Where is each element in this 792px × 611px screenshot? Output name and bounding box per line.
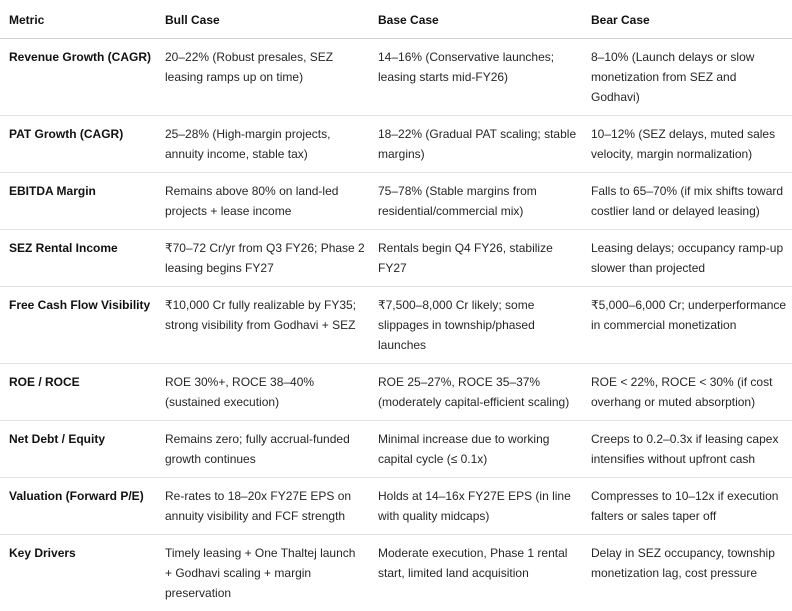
bear-cell: Delay in SEZ occupancy, township monetization lag, cost pressure (582, 535, 792, 611)
table-row (0, 39, 792, 116)
table-body (0, 39, 792, 611)
bear-cell: 8–10% (Launch delays or slow monetization from SEZ and Godhavi) (582, 39, 792, 116)
base-cell: 75–78% (Stable margins from residential/commercial mix) (369, 173, 582, 230)
table-row (0, 230, 792, 287)
bear-cell: 10–12% (SEZ delays, muted sales velocity, margin normalization) (582, 116, 792, 173)
bear-cell: Creeps to 0.2–0.3x if leasing capex intensifies without upfront cash (582, 421, 792, 478)
header-bull-case: Bull Case (156, 0, 369, 39)
bear-cell: ₹5,000–6,000 Cr; underperformance in commercial monetization (582, 287, 792, 364)
metric-cell: Key Drivers (0, 535, 156, 611)
bull-cell: Re-rates to 18–20x FY27E EPS on annuity visibility and FCF strength (156, 478, 369, 535)
table-row (0, 116, 792, 173)
table-row (0, 535, 792, 611)
metric-cell: Valuation (Forward P/E) (0, 478, 156, 535)
table-row (0, 287, 792, 364)
header-base-case: Base Case (369, 0, 582, 39)
base-cell: ₹7,500–8,000 Cr likely; some slippages in township/phased launches (369, 287, 582, 364)
base-cell: Moderate execution, Phase 1 rental start, limited land acquisition (369, 535, 582, 611)
metric-cell: EBITDA Margin (0, 173, 156, 230)
bull-cell: Timely leasing + One Thaltej launch + Godhavi scaling + margin preservation (156, 535, 369, 611)
table-row (0, 478, 792, 535)
bull-cell: 20–22% (Robust presales, SEZ leasing ramps up on time) (156, 39, 369, 116)
metric-cell: Revenue Growth (CAGR) (0, 39, 156, 116)
base-cell: Rentals begin Q4 FY26, stabilize FY27 (369, 230, 582, 287)
table-row (0, 173, 792, 230)
bear-cell: Falls to 65–70% (if mix shifts toward costlier land or delayed leasing) (582, 173, 792, 230)
metric-cell: Net Debt / Equity (0, 421, 156, 478)
bear-cell: Leasing delays; occupancy ramp-up slower than projected (582, 230, 792, 287)
metric-cell: Free Cash Flow Visibility (0, 287, 156, 364)
bull-cell: Remains zero; fully accrual-funded growth continues (156, 421, 369, 478)
metric-cell: SEZ Rental Income (0, 230, 156, 287)
base-cell: ROE 25–27%, ROCE 35–37% (moderately capital-efficient scaling) (369, 364, 582, 421)
base-cell: Holds at 14–16x FY27E EPS (in line with quality midcaps) (369, 478, 582, 535)
bull-cell: ROE 30%+, ROCE 38–40% (sustained execution) (156, 364, 369, 421)
metric-cell: ROE / ROCE (0, 364, 156, 421)
bull-cell: ₹70–72 Cr/yr from Q3 FY26; Phase 2 leasing begins FY27 (156, 230, 369, 287)
bear-cell: ROE < 22%, ROCE < 30% (if cost overhang or muted absorption) (582, 364, 792, 421)
table-row (0, 421, 792, 478)
metric-cell: PAT Growth (CAGR) (0, 116, 156, 173)
bear-cell: Compresses to 10–12x if execution falters or sales taper off (582, 478, 792, 535)
base-cell: 14–16% (Conservative launches; leasing starts mid-FY26) (369, 39, 582, 116)
bull-cell: ₹10,000 Cr fully realizable by FY35; strong visibility from Godhavi + SEZ (156, 287, 369, 364)
base-cell: 18–22% (Gradual PAT scaling; stable margins) (369, 116, 582, 173)
base-cell: Minimal increase due to working capital cycle (≤ 0.1x) (369, 421, 582, 478)
header-row (0, 0, 792, 39)
header-metric: Metric (0, 0, 156, 39)
bull-cell: Remains above 80% on land-led projects + lease income (156, 173, 369, 230)
bull-cell: 25–28% (High-margin projects, annuity income, stable tax) (156, 116, 369, 173)
header-bear-case: Bear Case (582, 0, 792, 39)
table-header (0, 0, 792, 39)
table-row (0, 364, 792, 421)
